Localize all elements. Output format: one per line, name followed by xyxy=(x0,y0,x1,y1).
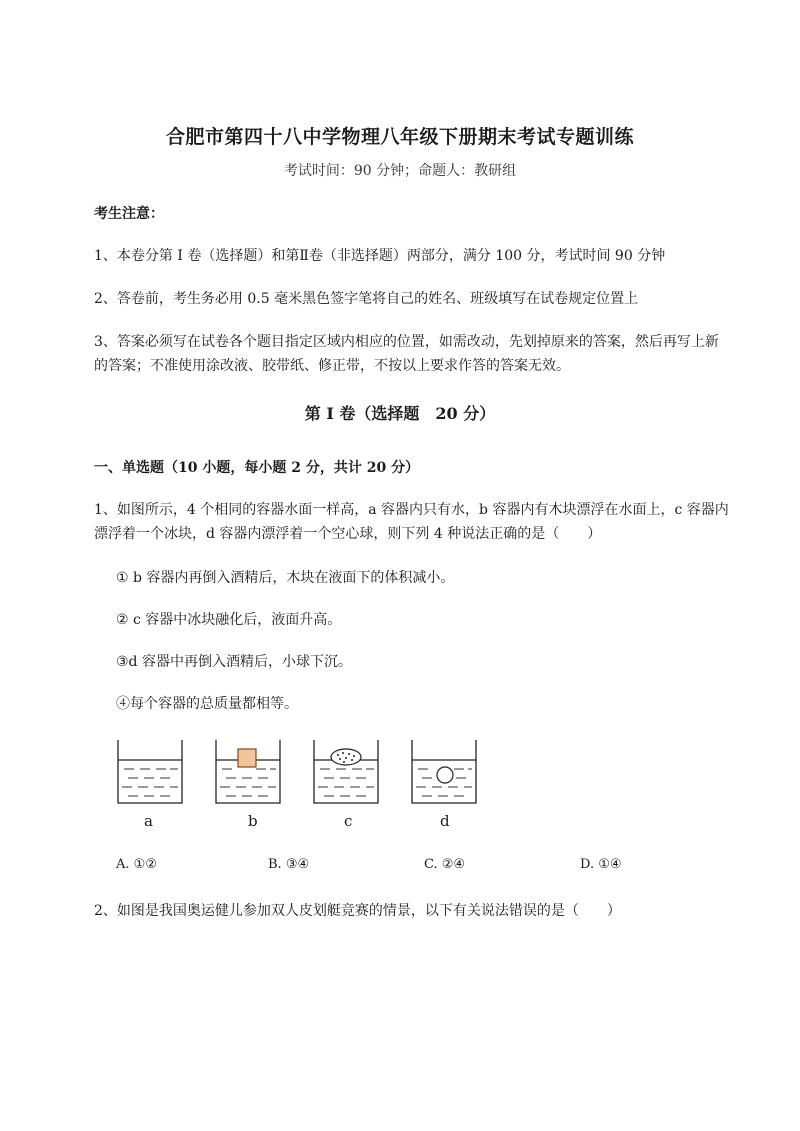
container-d xyxy=(412,740,476,803)
question-1-stem: 1、如图所示，4 个相同的容器水面一样高，a 容器内只有水，b 容器内有木块漂浮在水面上，c 容器内 xyxy=(94,502,729,518)
page-title: 合肥市第四十八中学物理八年级下册期末考试专题训练 xyxy=(165,126,634,148)
note-item: 的答案；不准使用涂改液、胶带纸、修正带，不按以上要求作答的答案无效。 xyxy=(94,358,570,374)
wood-block xyxy=(238,749,256,767)
notes-heading: 考生注意： xyxy=(94,206,164,222)
option-d: D. ①④ xyxy=(580,857,622,872)
hollow-ball xyxy=(437,767,453,783)
figure-label-d: d xyxy=(440,812,450,830)
container-c xyxy=(314,740,378,803)
note-item: 2、答卷前，考生务必用 0.5 毫米黑色签字笔将自己的姓名、班级填写在试卷规定位置上 xyxy=(94,291,639,307)
option-b: B. ③④ xyxy=(268,857,310,872)
option-c: C. ②④ xyxy=(424,857,466,872)
statement: ④每个容器的总质量都相等。 xyxy=(116,696,298,712)
question-2-stem: 2、如图是我国奥运健儿参加双人皮划艇竞赛的情景，以下有关说法错误的是（ ） xyxy=(94,903,621,919)
option-a: A. ①② xyxy=(116,857,157,872)
container-a xyxy=(118,740,182,803)
statement: ③d 容器中再倒入酒精后，小球下沉。 xyxy=(116,654,352,670)
statement: ② c 容器中冰块融化后，液面升高。 xyxy=(116,612,342,628)
figure-label-b: b xyxy=(248,812,258,830)
section-title: 第 I 卷（选择题 20 分） xyxy=(304,404,496,423)
containers-figure xyxy=(110,735,500,810)
note-item: 1、本卷分第 I 卷（选择题）和第Ⅱ卷（非选择题）两部分，满分 100 分，考试时间 90 分钟 xyxy=(94,248,666,264)
figure-label-c: c xyxy=(344,812,353,830)
figure-label-a: a xyxy=(144,812,153,830)
question-1-stem: 漂浮着一个冰块，d 容器内漂浮着一个空心球，则下列 4 种说法正确的是（ ） xyxy=(94,526,602,542)
page-subtitle: 考试时间：90 分钟；命题人：教研组 xyxy=(283,163,517,179)
container-b xyxy=(216,740,280,803)
statement: ① b 容器内再倒入酒精后，木块在液面下的体积减小。 xyxy=(116,570,455,586)
part-title: 一、单选题（10 小题，每小题 2 分，共计 20 分） xyxy=(94,460,420,476)
note-item: 3、答案必须写在试卷各个题目指定区域内相应的位置，如需改动，先划掉原来的答案，然后再写上新 xyxy=(94,334,719,350)
